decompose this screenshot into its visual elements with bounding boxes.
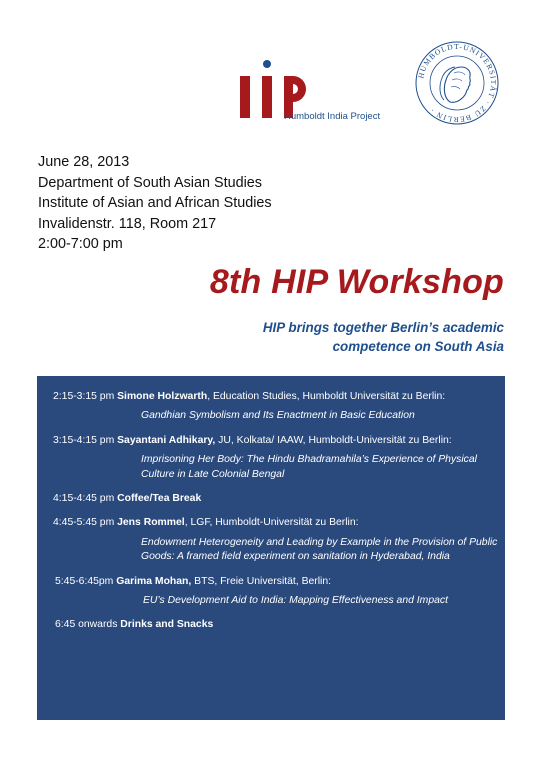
event-time: 2:00-7:00 pm [38, 236, 123, 253]
program-time: 2:15-3:15 pm [53, 391, 115, 402]
program-item [37, 434, 505, 482]
event-info [38, 152, 272, 255]
program-talk: Gandhian Symbolism and Its Enactment in Basic Education [141, 410, 415, 422]
hip-logo [240, 58, 400, 128]
event-address: Invalidenstr. 118, Room 217 [38, 215, 217, 232]
event-department: Department of South Asian Studies [38, 174, 262, 191]
program-talk: Imprisoning Her Body: The Hindu Bhadramahila’s Experience of Physical Culture in Late Colonial Bengal [141, 454, 477, 480]
event-date: June 28, 2013 [38, 154, 130, 170]
program-item [37, 575, 505, 609]
program-time: 5:45-6:45pm [55, 575, 114, 587]
program-speaker: Garima Mohan, [116, 575, 192, 587]
program-affiliation: JU, Kolkata/ IAAW, Humboldt-Universität zu Berlin: [215, 434, 452, 446]
program-time: 6:45 onwards [55, 619, 118, 631]
hip-logo-dot [263, 60, 271, 68]
program-time: 3:15-4:15 pm [53, 434, 115, 446]
program-affiliation: , LGF, Humboldt-Universität zu Berlin: [184, 517, 359, 529]
program-talk: Endowment Heterogeneity and Leading by Example in the Provision of Public Goods: A framed field experiment on sanitation in Hyderabad, India [141, 536, 498, 563]
humboldt-seal-icon [414, 40, 500, 126]
program-item [37, 492, 505, 506]
seal-text: HUMBOLDT-UNIVERSITÄT · ZU BERLIN · [416, 41, 499, 125]
program-talk: EU’s Development Aid to India: Mapping Effectiveness and Impact [143, 595, 448, 607]
hip-logo-bar-1 [240, 76, 250, 118]
program-affiliation: BTS, Freie Universität, Berlin: [191, 575, 332, 587]
program-speaker: Simone Holzwarth [117, 391, 208, 402]
program-speaker: Drinks and Snacks [120, 619, 214, 631]
page-title: 8th HIP Workshop [209, 263, 504, 301]
event-institute: Institute of Asian and African Studies [38, 195, 272, 212]
subtitle [263, 318, 504, 356]
subtitle-line-1: HIP brings together Berlin’s academic [262, 320, 504, 335]
program-speaker: Sayantani Adhikary, [117, 434, 216, 446]
program-item [37, 390, 505, 424]
program-item [37, 618, 505, 632]
subtitle-line-2: competence on South Asia [332, 339, 504, 354]
program-time: 4:45-5:45 pm [53, 517, 115, 529]
program-time: 4:15-4:45 pm [53, 493, 115, 505]
svg-text:HUMBOLDT-UNIVERSITÄT · ZU BERL [416, 42, 498, 124]
program-affiliation: , Education Studies, Humboldt Universität zu Berlin: [207, 391, 446, 402]
program-item [37, 516, 505, 564]
program-panel [37, 376, 505, 720]
hip-logo-bar-2 [262, 76, 272, 118]
program-speaker: Jens Rommel [117, 517, 185, 529]
program-speaker: Coffee/Tea Break [117, 493, 202, 505]
hip-logo-caption: Humboldt India Project [284, 111, 381, 122]
